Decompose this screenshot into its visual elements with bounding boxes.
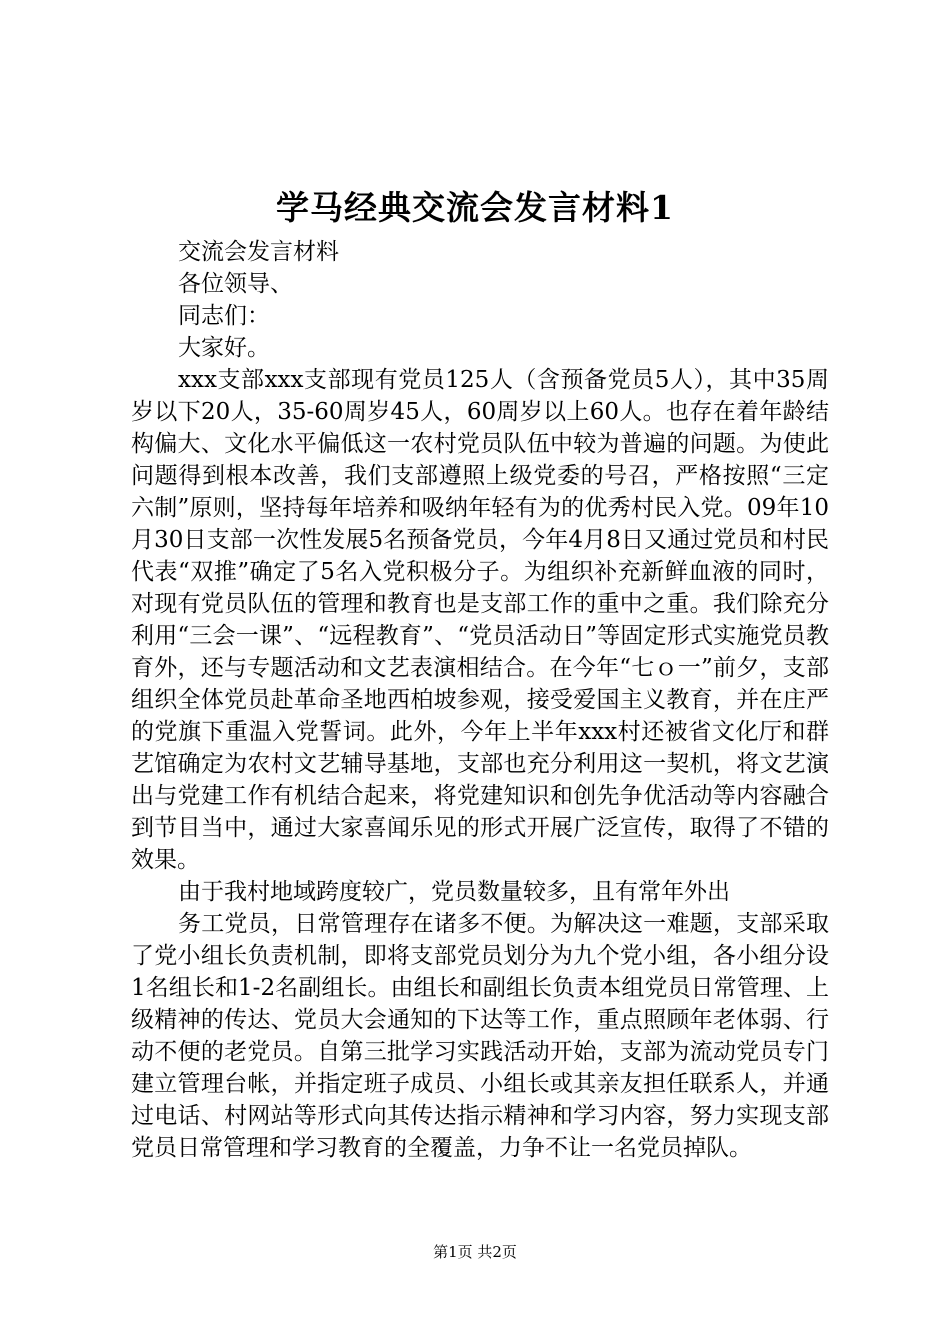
paragraph-body: xxx支部xxx支部现有党员125人（含预备党员5人），其中35周岁以下20人，35-60周岁45人，60周岁以上60人。也存在着年龄结构偏大、文化水平偏低这一农村党员队伍中较为普遍的问题。为使此问题得到根本改善，我们支部遵照上级党委的号召，严格按照“三定六制”原则，坚持每年培养和吸纳年轻有为的优秀村民入党。09年10月30日支部一次性发展5名预备党员，今年4月8日又通过党员和村民代表“双推”确定了5名入党积极分子。为组织补充新鲜血液的同时，对现有党员队伍的管理和教育也是支部工作的重中之重。我们除充分利用“三会一课”、“远程教育”、“党员活动日”等固定形式实施党员教育外，还与专题活动和文艺表演相结合。在今年“七ｏ一”前夕，支部组织全体党员赴革命圣地西柏坡参观，接受爱国主义教育，并在庄严的党旗下重温入党誓词。此外，今年上半年xxx村还被省文化厅和群艺馆确定为农村文艺辅导基地，支部也充分利用这一契机，将文艺演出与党建工作有机结合起来，将党建知识和创先争优活动等内容融合到节目当中，通过大家喜闻乐见的形式开展广泛宣传，取得了不错的效果。 bbox=[131, 367, 829, 873]
document-title: 学马经典交流会发言材料1 bbox=[276, 188, 674, 227]
paragraph-body: 务工党员，日常管理存在诸多不便。为解决这一难题，支部采取了党小组长负责机制，即将支部党员划分为九个党小组，各小组分设1名组长和1-2名副组长。由组长和副组长负责本组党员日常管理、上级精神的传达、党员大会通知的下达等工作，重点照顾年老体弱、行动不便的老党员。自第三批学习实践活动开始，支部为流动党员专门建立管理台帐，并指定班子成员、小组长或其亲友担任联系人，并通过电话、村网站等形式向其传达指示精神和学习内容，努力实现支部党员日常管理和学习教育的全覆盖，力争不让一名党员掉队。 bbox=[131, 911, 829, 1161]
page-number: 第1页 共2页 bbox=[433, 1243, 517, 1261]
document-body bbox=[131, 236, 829, 1164]
paragraph-salutation-comrades: 同志们： bbox=[178, 303, 270, 329]
paragraph-salutation-leaders: 各位领导、 bbox=[178, 271, 293, 297]
paragraph-greeting: 大家好。 bbox=[178, 335, 270, 361]
paragraph-heading: 交流会发言材料 bbox=[178, 239, 339, 265]
paragraph-body: 由于我村地域跨度较广，党员数量较多，且有常年外出 bbox=[178, 879, 730, 905]
